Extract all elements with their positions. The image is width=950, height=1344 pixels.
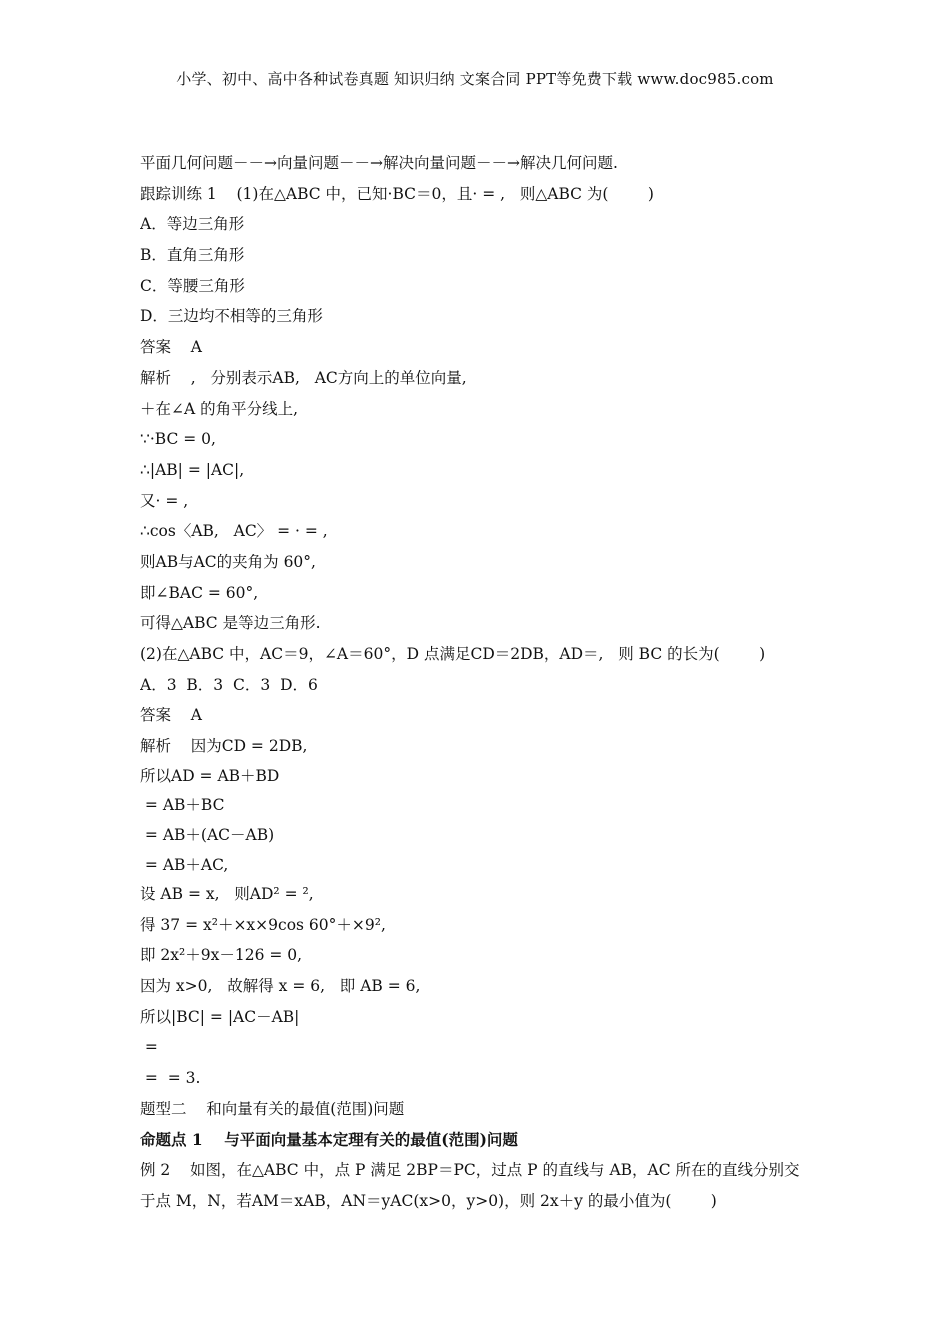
analysis-1-line-8: 即∠BAC = 60°, <box>140 583 259 602</box>
answer-1: 答案 A <box>140 338 202 357</box>
option-a: A．等边三角形 <box>140 215 245 234</box>
analysis-2-line-11: = <box>140 1038 163 1057</box>
example-2-line-1: 例 2 如图，在△ABC 中，点 P 满足 2BP＝PC，过点 P 的直线与 AB，AC 所在的直线分别交 <box>140 1161 800 1180</box>
answer-2: 答案 A <box>140 706 202 725</box>
subsection-heading-1: 命题点 1 与平面向量基本定理有关的最值(范围)问题 <box>140 1129 518 1149</box>
exercise-2-options: A．3 B．3 C．3 D．6 <box>140 675 318 694</box>
analysis-2-line-6: 设 AB = x, 则AD² = ², <box>140 885 314 904</box>
analysis-1-line-3: ∵·BC = 0, <box>140 430 216 449</box>
document-body <box>140 148 820 1217</box>
exercise-1-question: 跟踪训练 1 (1)在△ABC 中，已知·BC＝0，且· = , 则△ABC 为( ) <box>140 184 654 203</box>
analysis-1-line-1: 解析 , 分别表示AB, AC方向上的单位向量, <box>140 368 467 387</box>
analysis-2-line-5: = AB＋AC, <box>140 855 229 874</box>
analysis-2-line-2: 所以AD = AB＋BD <box>140 766 280 785</box>
section-heading-type-2: 题型二 和向量有关的最值(范围)问题 <box>140 1099 405 1118</box>
analysis-1-line-4: ∴|AB| = |AC|, <box>140 460 245 479</box>
analysis-2-line-12: = = 3. <box>140 1069 201 1088</box>
analysis-1-line-7: 则AB与AC的夹角为 60°, <box>140 552 316 571</box>
option-d: D．三边均不相等的三角形 <box>140 307 323 326</box>
analysis-1-line-5: 又· = , <box>140 491 189 510</box>
option-b: B．直角三角形 <box>140 246 245 265</box>
analysis-2-line-9: 因为 x>0, 故解得 x = 6, 即 AB = 6, <box>140 977 421 996</box>
page-header: 小学、初中、高中各种试卷真题 知识归纳 文案合同 PPT等免费下载 www.doc985.com <box>176 70 774 88</box>
option-c: C．等腰三角形 <box>140 276 245 295</box>
method-summary-line: 平面几何问题－－→向量问题－－→解决向量问题－－→解决几何问题. <box>140 154 618 172</box>
analysis-2-line-10: 所以|BC| = |AC－AB| <box>140 1007 300 1026</box>
analysis-1-line-6: ∴cos〈AB, AC〉 = · = , <box>140 522 328 541</box>
analysis-2-line-7: 得 37 = x²＋×x×9cos 60°＋×9², <box>140 915 386 934</box>
analysis-2-line-1: 解析 因为CD = 2DB, <box>140 737 308 756</box>
analysis-2-line-3: = AB＋BC <box>140 796 225 815</box>
analysis-1-line-2: ＋在∠A 的角平分线上, <box>140 399 299 418</box>
analysis-1-conclusion: 可得△ABC 是等边三角形. <box>140 614 321 633</box>
example-2-line-2: 于点 M，N，若AM＝xAB，AN＝yAC(x>0，y>0)，则 2x＋y 的最小值为( ) <box>140 1191 717 1210</box>
analysis-2-line-4: = AB＋(AC－AB) <box>140 825 275 844</box>
analysis-2-line-8: 即 2x²＋9x－126 = 0, <box>140 946 303 965</box>
exercise-2-question: (2)在△ABC 中，AC＝9，∠A＝60°，D 点满足CD＝2DB，AD＝, 则 BC 的长为( ) <box>140 645 766 663</box>
